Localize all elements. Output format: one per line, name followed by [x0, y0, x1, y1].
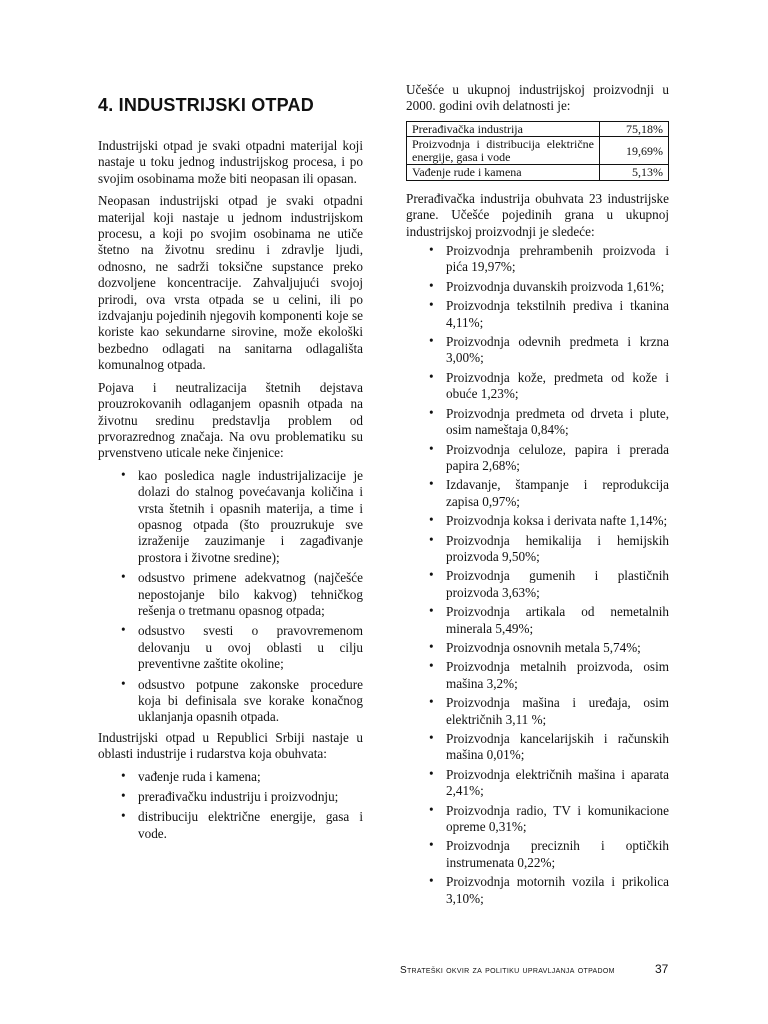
paragraph-serbia: Industrijski otpad u Republici Srbiji nastaje u oblasti industrije i rudarstva koja obuhvata: [98, 729, 363, 762]
paragraph-problem: Pojava i neutralizacija štetnih dejstava prouzrokovanih odlaganjem opasnih otpada na životnu sredinu predstavlja problem od prvorazrednog značaja. Na ovu problematiku su prvenstveno uticale neke činjenice: [98, 379, 363, 461]
bullet-icon: • [429, 873, 434, 889]
list-item: • Proizvodnja hemikalija i hemijskih proizvoda 9,50%; [429, 531, 669, 564]
paragraph-branches-intro: Prerađivačka industrija obuhvata 23 industrijske grane. Učešće pojedinih grana u ukupnoj industrijskoj proizvodnji je sledeće: [406, 190, 669, 239]
table-row [407, 121, 669, 137]
bullet-icon: • [429, 567, 434, 583]
list-item: • Proizvodnja celuloze, papira i prerada papira 2,68%; [429, 440, 669, 473]
list-item: • Proizvodnja kancelarijskih i računskih mašina 0,01%; [429, 730, 669, 763]
paragraph-share-intro: Učešće u ukupnoj industrijskoj proizvodnji u 2000. godini ovih delatnosti je: [406, 82, 669, 114]
bullet-icon: • [429, 730, 434, 745]
facts-list [98, 468, 363, 726]
bullet-icon: • [429, 531, 434, 547]
list-item: • Proizvodnja kože, predmeta od kože i obuće 1,23%; [429, 368, 669, 402]
table-row [407, 137, 669, 165]
bullet-icon: • [429, 277, 434, 293]
footer-title: Strateški okvir za politiku upravljanja otpadom [400, 965, 615, 976]
left-column [98, 138, 363, 846]
list-item: • Proizvodnja gumenih i plastičnih proizvoda 3,63%; [429, 567, 669, 600]
bullet-icon: • [429, 765, 434, 781]
list-item: • Proizvodnja motornih vozila i prikolica 3,10%; [429, 873, 669, 906]
bullet-icon: • [121, 767, 126, 783]
bullet-icon: • [429, 638, 434, 654]
table-cell-value: 75,18% [600, 121, 669, 137]
list-item: • Proizvodnja metalnih proizvoda, osim mašina 3,2%; [429, 658, 669, 691]
bullet-icon: • [429, 801, 434, 817]
list-item: • Proizvodnja radio, TV i komunikacione opreme 0,31%; [429, 801, 669, 835]
list-item: • odsustvo primene adekvatnog (najčešće nepostojanje bilo kakvog) tehničkog rešenja o tretmanu opasnog otpada; [121, 569, 363, 618]
bullet-icon: • [429, 333, 434, 349]
bullet-icon: • [429, 297, 434, 313]
table-cell-label: Vađenje rude i kamena [407, 165, 600, 181]
page-heading: 4. INDUSTRIJSKI OTPAD [98, 95, 314, 116]
paragraph-definition: Industrijski otpad je svaki otpadni materijal koji nastaje u toku jednog industrijskog procesa, i po svojim osobinama može biti neopasan ili opasan. [98, 138, 363, 186]
list-item: • vađenje ruda i kamena; [121, 767, 261, 784]
list-item: • Proizvodnja prehrambenih proizvoda i pića 19,97%; [429, 242, 669, 275]
list-item: • Proizvodnja koksa i derivata nafte 1,14%; [429, 512, 668, 529]
table-row [407, 165, 669, 181]
list-item: • Proizvodnja tekstilnih prediva i tkanina 4,11%; [429, 297, 669, 330]
right-column [406, 82, 669, 910]
bullet-icon: • [429, 476, 434, 492]
list-item: • Proizvodnja mašina i uređaja, osim električnih 3,11 %; [429, 694, 669, 727]
table-cell-label: Proizvodnja i distribucija električne energije, gasa i vode [407, 137, 600, 165]
bullet-icon: • [121, 569, 126, 585]
bullet-icon: • [121, 788, 126, 804]
table-cell-label: Prerađivačka industrija [407, 121, 600, 137]
bullet-icon: • [429, 242, 434, 258]
share-table [406, 121, 669, 181]
bullet-icon: • [121, 466, 126, 482]
bullet-icon: • [121, 622, 126, 638]
list-item: • Proizvodnja električnih mašina i aparata 2,41%; [429, 765, 669, 799]
bullet-icon: • [121, 808, 126, 824]
list-item: • Proizvodnja predmeta od drveta i plute, osim nameštaja 0,84%; [429, 404, 669, 438]
list-item: • Izdavanje, štampanje i reprodukcija zapisa 0,97%; [429, 476, 669, 509]
list-item: • odsustvo potpune zakonske procedure koja bi definisala sve korake konačnog uklanjanja opasnih otpada. [121, 675, 363, 725]
bullet-icon: • [429, 404, 434, 420]
list-item: • Proizvodnja artikala od nemetalnih minerala 5,49%; [429, 603, 669, 636]
bullet-icon: • [429, 368, 434, 384]
bullet-icon: • [429, 837, 434, 853]
list-item: • distribuciju električne energije, gasa i vode. [121, 808, 363, 841]
list-item: • Proizvodnja duvanskih proizvoda 1,61%; [429, 277, 665, 294]
table-cell-value: 19,69% [600, 137, 669, 165]
bullet-icon: • [429, 512, 434, 528]
bullet-icon: • [121, 675, 126, 691]
page-number: 37 [655, 962, 669, 976]
bullet-icon: • [429, 603, 434, 619]
list-item: • prerađivačku industriju i proizvodnju; [121, 788, 339, 805]
bullet-icon: • [429, 440, 434, 456]
sectors-list [98, 769, 363, 843]
bullet-icon: • [429, 658, 434, 674]
table-cell-value: 5,13% [600, 165, 669, 181]
list-item: • Proizvodnja preciznih i optičkih instrumenata 0,22%; [429, 837, 669, 870]
bullet-icon: • [429, 694, 434, 710]
list-item: • kao posledica nagle industrijalizacije je dolazi do stalnog povećavanja količina i vrsta štetnih i opasnih materija, a time i opasnog otpada (što prouzrukuje sve izraženije zauzimanje i zagađivanje prostora i životne sredine); [121, 466, 363, 565]
list-item: • odsustvo svesti o pravovremenom delovanju u ovoj oblasti u cilju preventivne zaštite okoline; [121, 622, 363, 672]
list-item: • Proizvodnja odevnih predmeta i krzna 3,00%; [429, 333, 669, 366]
paragraph-non-hazardous: Neopasan industrijski otpad je svaki otpadni materijal koji nastaje u jednom industrijskom procesu, a koji po svojim osobinama ne utiče štetno na životnu sredinu i zdravlje ljudi, odnosno, ne sadrži toksične supstance preko dozvoljene koncentracije. Zahvaljujući svojoj prirodi, ova vrsta otpada se u celini, ili po izdvajanju pojedinih njegovih komponenti koje se koriste kao sekundarne sirovine, može ekološki bezbedno odlagati na sanitarna odlagališta komunalnog otpada. [98, 193, 363, 373]
branches-list [406, 243, 669, 907]
list-item: • Proizvodnja osnovnih metala 5,74%; [429, 638, 641, 655]
